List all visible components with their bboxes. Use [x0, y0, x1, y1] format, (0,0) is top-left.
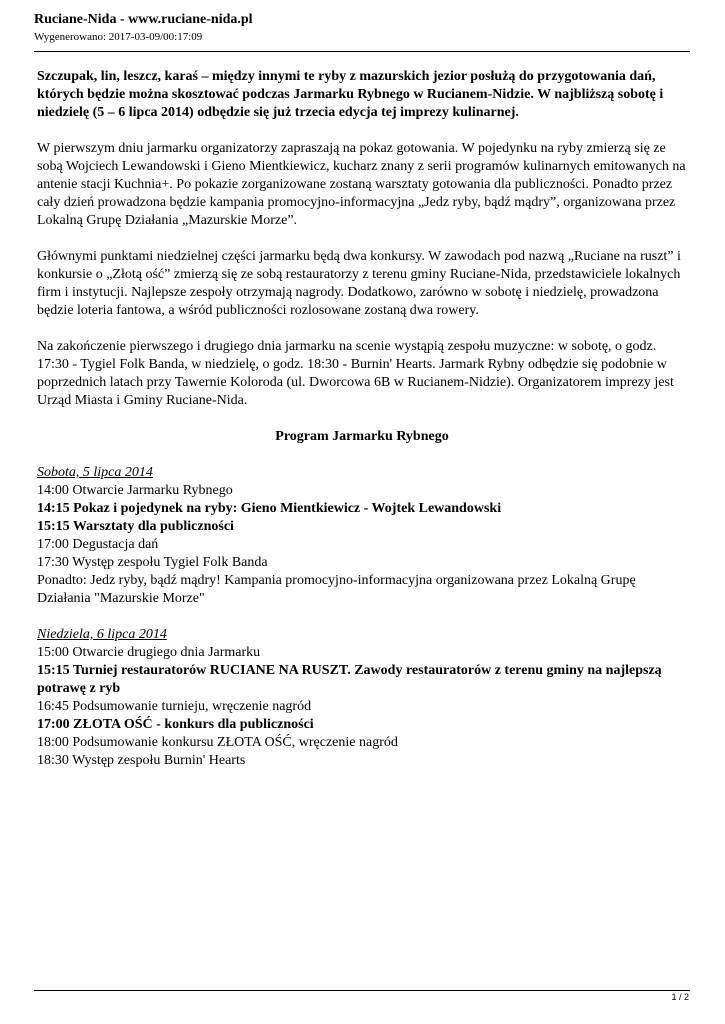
- program-saturday: [37, 464, 687, 608]
- program-title: Program Jarmarku Rybnego: [275, 429, 449, 444]
- program-item: 14:00 Otwarcie Jarmarku Rybnego: [37, 483, 233, 498]
- site-title: Ruciane-Nida - www.ruciane-nida.pl: [34, 12, 253, 27]
- program-item: 16:45 Podsumowanie turnieju, wręczenie nagród: [37, 699, 312, 714]
- program-item: 18:30 Występ zespołu Burnin' Hearts: [37, 753, 246, 768]
- day-heading-sunday: Niedziela, 6 lipca 2014: [37, 627, 167, 642]
- section-spacer: [37, 608, 687, 626]
- program-item: 14:15 Pokaz i pojedynek na ryby: Gieno Mientkiewicz - Wojtek Lewandowski: [37, 501, 502, 516]
- page-number: 1 / 2: [671, 992, 689, 1002]
- program-item: 15:15 Warsztaty dla publiczności: [37, 519, 234, 534]
- article-body: [37, 68, 687, 770]
- program-item: 17:00 ZŁOTA OŚĆ - konkurs dla publiczności: [37, 717, 314, 732]
- header-divider: [34, 51, 690, 52]
- day-heading-saturday: Sobota, 5 lipca 2014: [37, 465, 153, 480]
- article-paragraph: Na zakończenie pierwszego i drugiego dnia jarmarku na scenie wystąpią zespołu muzyczne: w sobotę, o godz. 17:30 - Tygiel Folk Banda, w niedzielę, o godz. 18:30 - Burnin' Hearts. Jarmark Rybny odbędzie się podobnie w poprzednich latach przy Tawernie Koloroda (ul. Dworcowa 6B w Rucianem-Nidzie). Organizatorem imprezy jest Urząd Miasta i Gminy Ruciane-Nida.: [37, 339, 674, 408]
- footer-divider: [34, 990, 690, 991]
- generated-timestamp: Wygenerowano: 2017-03-09/00:17:09: [34, 31, 203, 43]
- program-item: 17:30 Występ zespołu Tygiel Folk Banda: [37, 555, 268, 570]
- article-paragraph: Głównymi punktami niedzielnej części jarmarku będą dwa konkursy. W zawodach pod nazwą „Ruciane na ruszt” i konkursie o „Złotą ość” zmierzą się ze sobą restauratorzy z terenu gminy Ruciane-Nida, przedstawiciele lokalnych firm i instytucji. Najlepsze zespoły otrzymają nagrody. Dodatkowo, zarówno w sobotę i niedzielę, prowadzona będzie loteria fantowa, a wśród publiczności rozlosowane zostaną dwa rowery.: [37, 249, 681, 318]
- program-item: 15:00 Otwarcie drugiego dnia Jarmarku: [37, 645, 261, 660]
- program-item: 17:00 Degustacja dań: [37, 537, 159, 552]
- program-item: Ponadto: Jedz ryby, bądź mądry! Kampania promocyjno-informacyjna organizowana przez Lokalną Grupę Działania "Mazurskie Morze": [37, 573, 636, 606]
- article-lead: Szczupak, lin, leszcz, karaś – między innymi te ryby z mazurskich jezior posłużą do przygotowania dań, których będzie można skosztować podczas Jarmarku Rybnego w Rucianem-Nidzie. W najbliższą sobotę i niedzielę (5 – 6 lipca 2014) odbędzie się już trzecia edycja tej imprezy kulinarnej.: [37, 69, 664, 120]
- program-item: 18:00 Podsumowanie konkursu ZŁOTA OŚĆ, wręczenie nagród: [37, 735, 398, 750]
- program-item: 15:15 Turniej restauratorów RUCIANE NA RUSZT. Zawody restauratorów z terenu gminy na najlepszą potrawę z ryb: [37, 663, 662, 696]
- page-header: [34, 12, 690, 44]
- program-sunday: [37, 626, 687, 770]
- article-paragraph: W pierwszym dniu jarmarku organizatorzy zapraszają na pokaz gotowania. W pojedynku na ryby zmierzą się ze sobą Wojciech Lewandowski i Gieno Mientkiewicz, kucharz znany z serii programów kulinarnych emitowanych na antenie stacji Kuchnia+. Po pokazie zorganizowane zostaną warsztaty gotowania dla publiczności. Ponadto przez cały dzień prowadzona będzie kampania promocyjno-informacyjna „Jedz ryby, bądź mądry”, organizowana przez Lokalną Grupę Działania „Mazurskie Morze”.: [37, 141, 686, 228]
